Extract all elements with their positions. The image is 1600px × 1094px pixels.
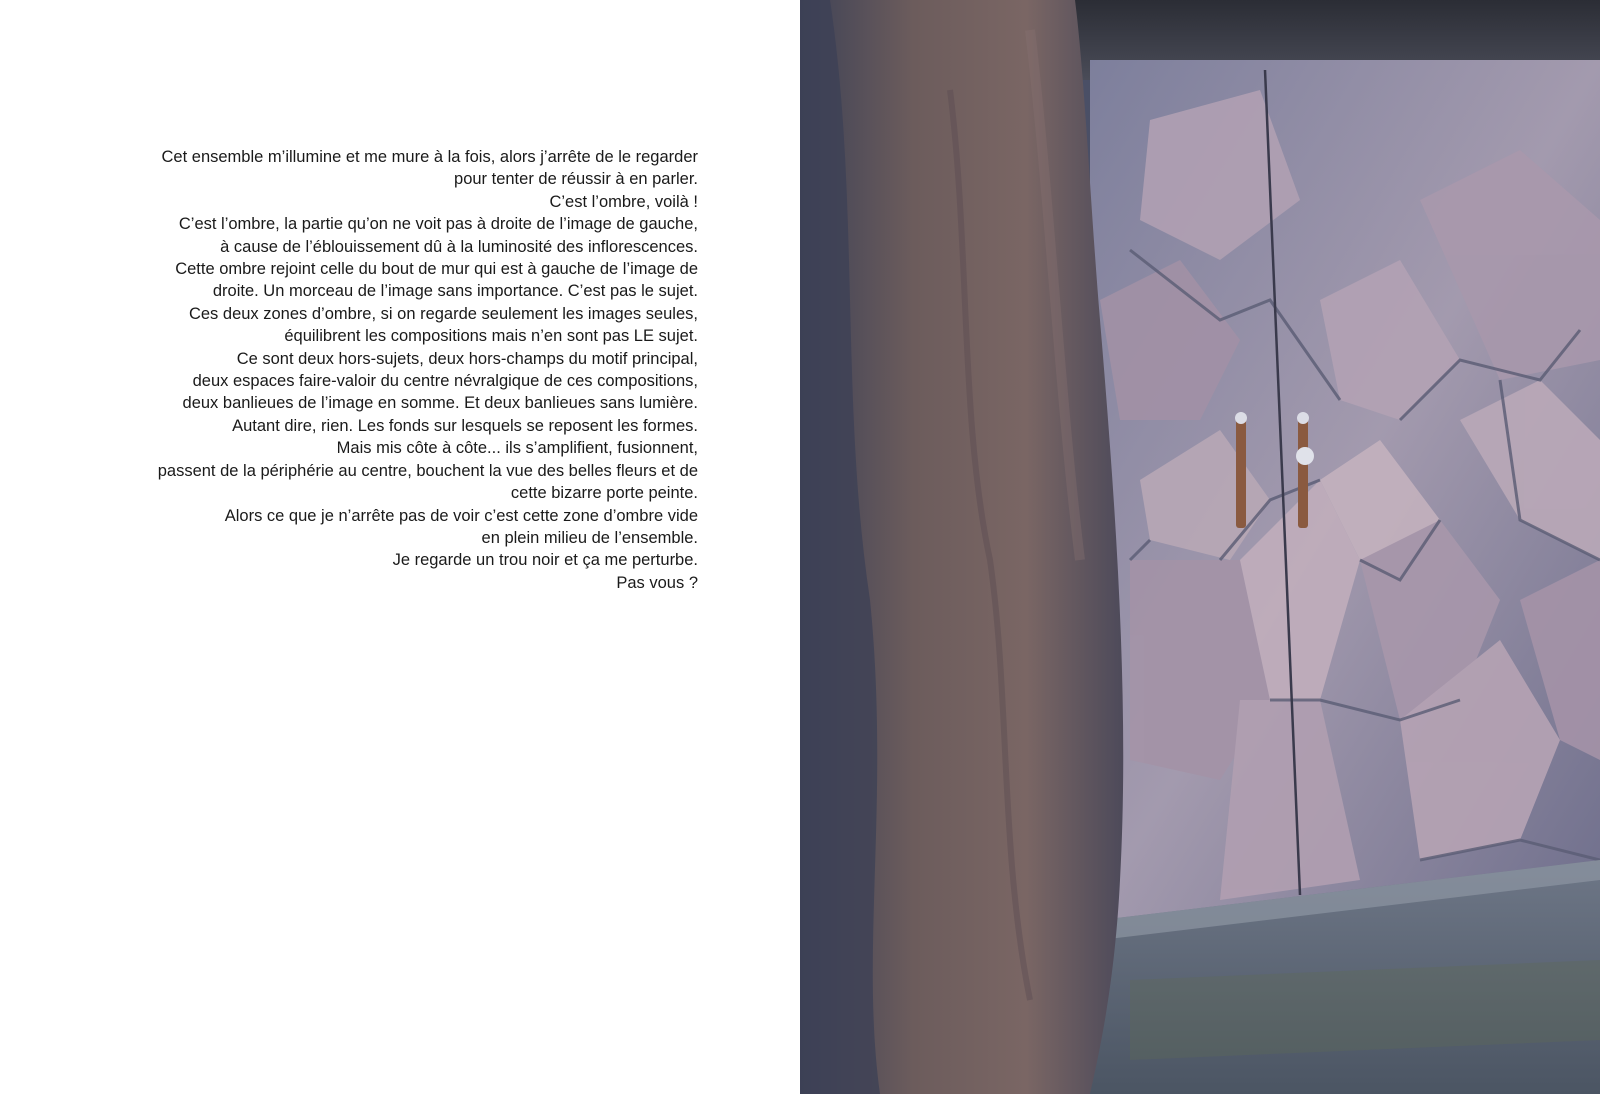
text-line: pour tenter de réussir à en parler. [454, 170, 698, 189]
text-line: équilibrent les compositions mais n’en sont pas LE sujet. [284, 327, 698, 346]
painted-door-photo [800, 0, 1600, 1094]
text-line: passent de la périphérie au centre, bouchent la vue des belles fleurs et de [157, 461, 698, 480]
text-line: en plein milieu de l’ensemble. [481, 528, 698, 547]
text-line: Ce sont deux hors-sujets, deux hors-champs du motif principal, [236, 349, 698, 368]
text-line: Cet ensemble m’illumine et me mure à la fois, alors j’arrête de le regarder [161, 148, 698, 166]
text-line: cette bizarre porte peinte. [510, 484, 698, 503]
text-line: droite. Un morceau de l’image sans importance. C’est pas le sujet. [212, 282, 698, 301]
text-line: C’est l’ombre, la partie qu’on ne voit pas à droite de l’image de gauche, [178, 215, 698, 234]
text-line: C’est l’ombre, voilà ! [549, 192, 698, 211]
text-line: Alors ce que je n’arrête pas de voir c’est cette zone d’ombre vide [224, 506, 698, 525]
text-line: Autant dire, rien. Les fonds sur lesquels se reposent les formes. [232, 416, 698, 435]
text-line: Mais mis côte à côte... ils s’amplifient, fusionnent, [336, 439, 698, 458]
text-line: deux espaces faire-valoir du centre névralgique de ces compositions, [192, 372, 698, 391]
text-line: Pas vous ? [616, 573, 698, 592]
photo-page [800, 0, 1600, 1094]
text-line: Je regarde un trou noir et ça me perturbe. [392, 551, 698, 570]
poem-text [60, 146, 698, 594]
text-line: Ces deux zones d’ombre, si on regarde seulement les images seules, [188, 304, 698, 323]
text-line: deux banlieues de l’image en somme. Et deux banlieues sans lumière. [182, 394, 698, 413]
text-line: à cause de l’éblouissement dû à la luminosité des inflorescences. [220, 237, 698, 256]
text-line: Cette ombre rejoint celle du bout de mur qui est à gauche de l’image de [175, 260, 698, 279]
